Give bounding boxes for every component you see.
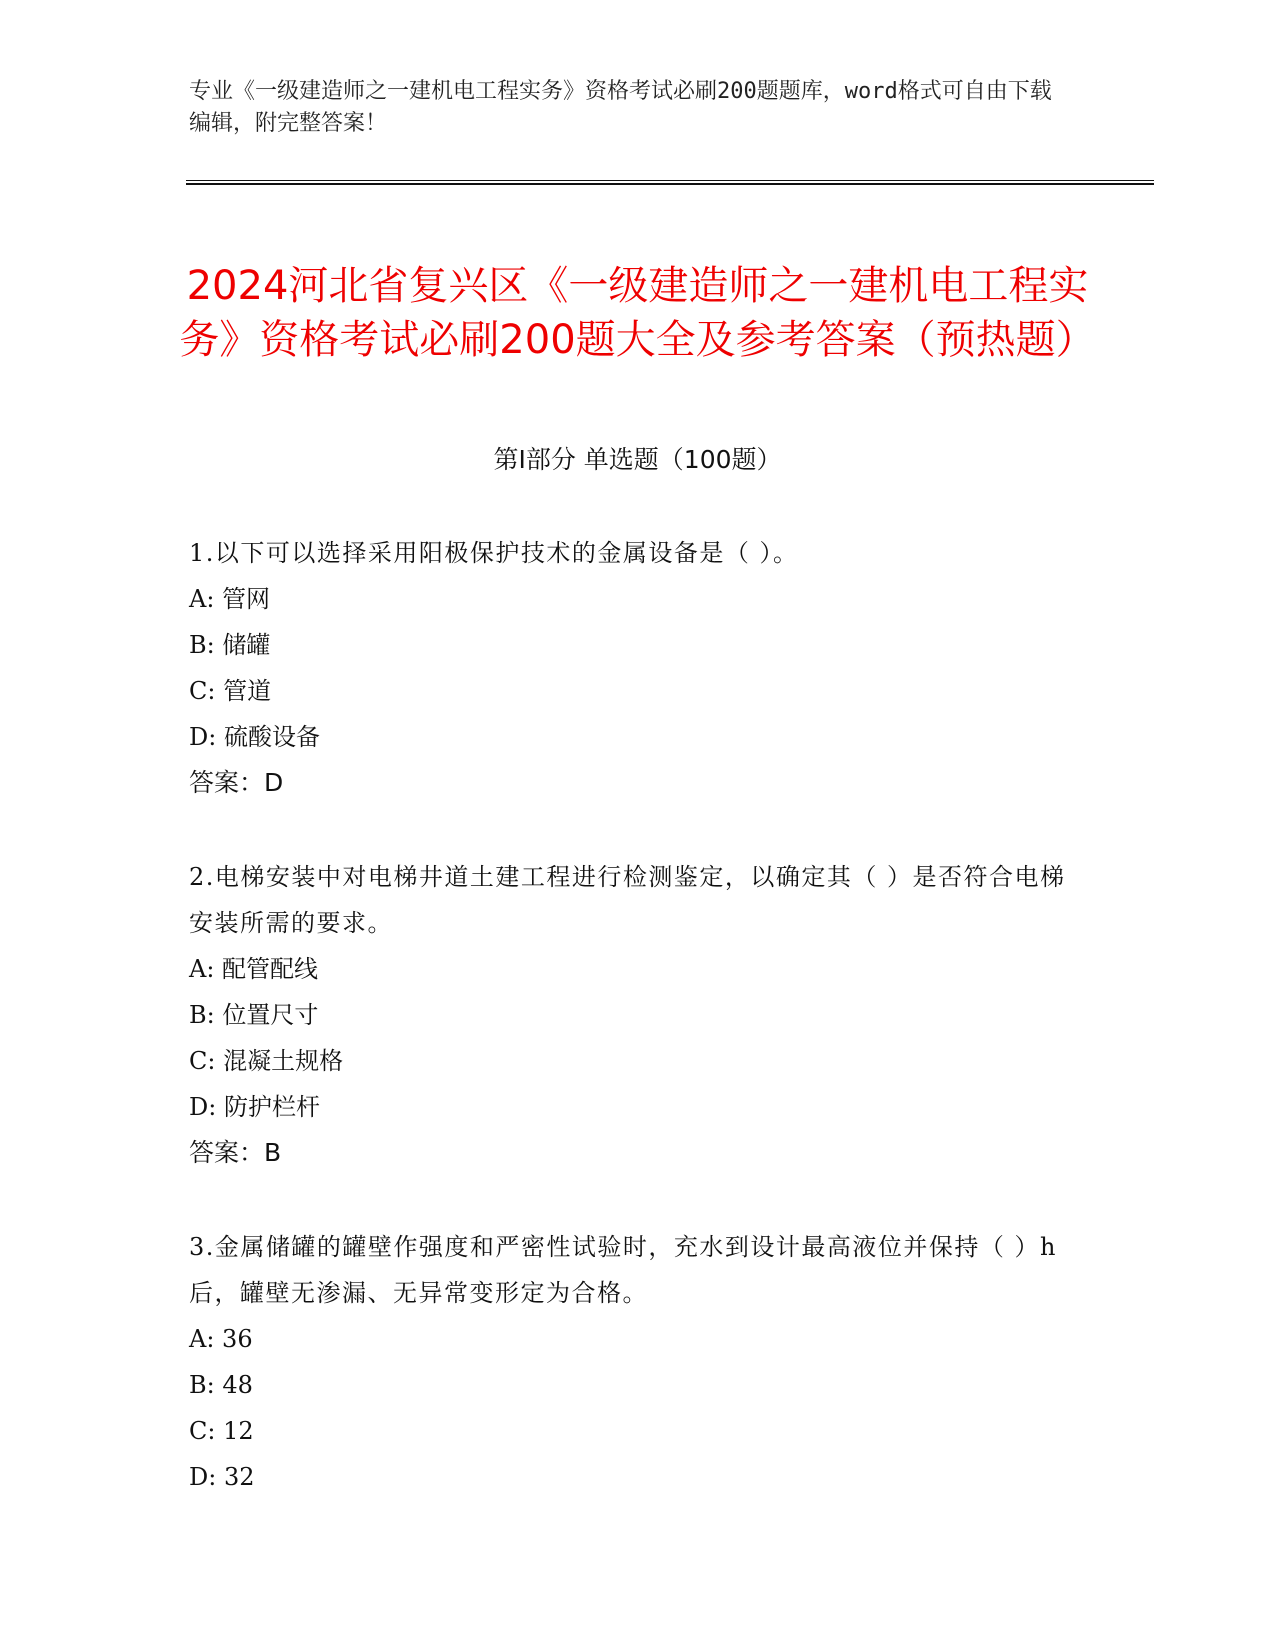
- option-b: B: 储罐: [189, 631, 271, 659]
- document-title: 2024河北省复兴区《一级建造师之一建机电工程实务》资格考试必刷200题大全及参考答案（预热题）: [179, 262, 1096, 363]
- option-c: C: 管道: [189, 677, 272, 705]
- option-b: B: 位置尺寸: [189, 1001, 319, 1029]
- question-list: [189, 530, 1069, 1548]
- option-d: D: 硫酸设备: [189, 723, 320, 751]
- header-note: 专业《一级建造师之一建机电工程实务》资格考试必刷200题题库，word格式可自由下载编辑，附完整答案！: [189, 79, 1052, 136]
- question-stem: 2.电梯安装中对电梯井道土建工程进行检测鉴定，以确定其（ ）是否符合电梯安装所需的要求。: [189, 863, 1066, 937]
- option-a: A: 配管配线: [189, 955, 319, 983]
- header-divider-thin: [186, 180, 1154, 181]
- option-c: C: 混凝土规格: [189, 1047, 344, 1075]
- section-title: 第Ⅰ部分 单选题（100题）: [493, 445, 782, 474]
- answer: 答案：D: [189, 768, 284, 797]
- option-d: D: 防护栏杆: [189, 1093, 320, 1121]
- question-2: [189, 854, 1069, 1176]
- option-b: B: 48: [189, 1371, 253, 1399]
- option-d: D: 32: [189, 1463, 255, 1491]
- option-c: C: 12: [189, 1417, 254, 1445]
- option-a: A: 管网: [189, 585, 271, 613]
- question-stem: 1.以下可以选择采用阳极保护技术的金属设备是（ ）。: [189, 539, 799, 567]
- option-a: A: 36: [189, 1325, 253, 1353]
- answer: 答案：B: [189, 1138, 282, 1167]
- question-1: [189, 530, 1069, 806]
- question-stem: 3.金属储罐的罐壁作强度和严密性试验时，充水到设计最高液位并保持（ ）h后，罐壁无渗漏、无异常变形定为合格。: [189, 1233, 1057, 1307]
- header-divider-thick: [186, 183, 1154, 185]
- question-3: [189, 1224, 1069, 1500]
